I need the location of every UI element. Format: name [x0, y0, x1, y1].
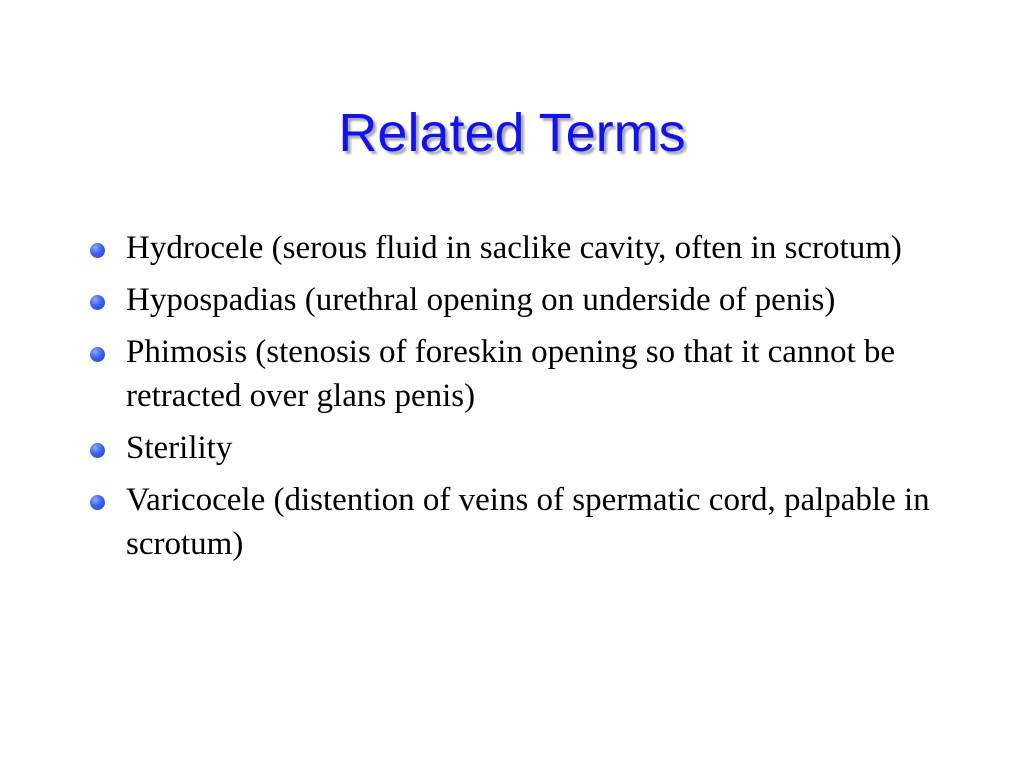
bullet-dot-icon [90, 295, 105, 310]
bullet-item [126, 330, 946, 418]
bullet-item [126, 278, 946, 322]
bullet-item [126, 226, 946, 270]
bullet-dot-icon [90, 495, 105, 510]
bullet-text: Hydrocele (serous fluid in saclike cavity, often in scrotum) [126, 230, 902, 266]
bullet-text: Varicocele (distention of veins of spermatic cord, palpable in scrotum) [126, 482, 930, 562]
slide-title: Related Terms [338, 103, 686, 163]
bullet-text: Sterility [126, 430, 233, 466]
bullet-dot-icon [90, 347, 105, 362]
bullet-text: Phimosis (stenosis of foreskin opening so that it cannot be retracted over glans penis) [126, 334, 896, 414]
bullet-item [126, 478, 946, 566]
bullet-dot-icon [90, 443, 105, 458]
bullet-item [126, 426, 946, 470]
bullet-dot-icon [90, 243, 105, 258]
bullet-list [126, 226, 946, 574]
bullet-text: Hypospadias (urethral opening on underside of penis) [126, 282, 836, 318]
